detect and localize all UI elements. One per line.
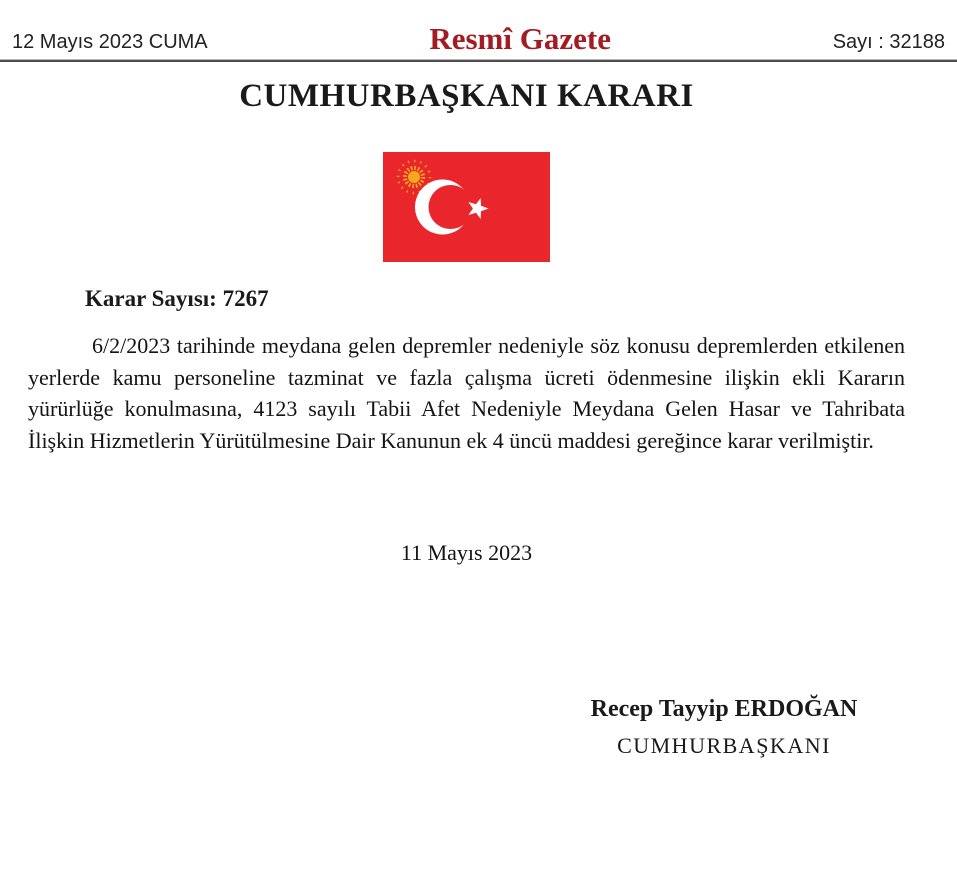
signature-title: CUMHURBAŞKANI	[617, 733, 831, 758]
signature-block	[544, 696, 904, 759]
signature-name: Recep Tayyip ERDOĞAN	[590, 696, 858, 722]
decision-number: Karar Sayısı: 7267	[85, 286, 269, 311]
presidential-flag-image	[383, 152, 550, 262]
decision-body-text: 6/2/2023 tarihinde meydana gelen depremler nedeniyle söz konusu depremlerden etkilenen yerlerde kamu personeline tazminat ve fazla çalışma ücreti ödenmesine ilişkin ekli Kararın yürürlüğe konulmasına, 4123 sayılı Tabii Afet Nedeniyle Meydana Gelen Hasar ve Tahribata İlişkin Hizmetlerin Yürütülmesine Dair Kanunun ek 4 üncü maddesi gereğince karar verilmiştir.	[28, 333, 905, 453]
decision-heading: CUMHURBAŞKANI KARARI	[239, 78, 694, 114]
issue-number: Sayı : 32188	[832, 31, 945, 53]
decision-date: 11 Mayıs 2023	[400, 540, 533, 565]
gazette-title: Resmî Gazete	[429, 21, 611, 56]
masthead-date: 12 Mayıs 2023 CUMA	[12, 31, 208, 53]
turkish-presidential-flag-icon	[383, 152, 550, 262]
masthead-divider	[0, 59, 957, 62]
masthead	[12, 20, 945, 56]
